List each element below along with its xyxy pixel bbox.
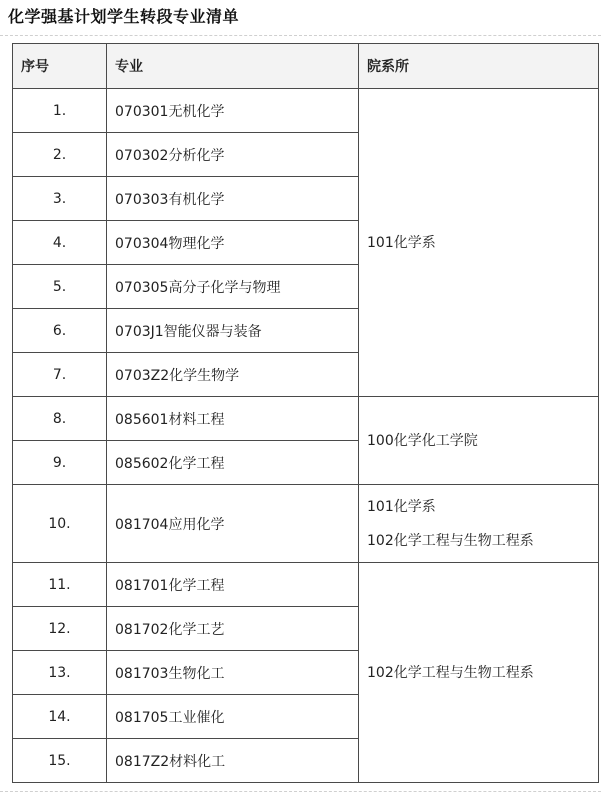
seq-cell: 4. [13,221,107,265]
bottom-divider [0,791,601,792]
major-cell: 0703J1智能仪器与装备 [107,309,359,353]
seq-cell: 12. [13,607,107,651]
seq-cell: 2. [13,133,107,177]
dept-line: 102化学工程与生物工程系 [367,532,534,549]
seq-cell: 15. [13,739,107,783]
header-dept: 院系所 [359,44,599,89]
header-seq: 序号 [13,44,107,89]
seq-cell: 14. [13,695,107,739]
table-row [13,563,599,607]
major-cell: 085601材料工程 [107,397,359,441]
major-cell: 070302分析化学 [107,133,359,177]
table-row [13,397,599,441]
major-cell: 070301无机化学 [107,89,359,133]
major-cell: 081704应用化学 [107,485,359,563]
dept-line: 100化学化工学院 [367,432,478,449]
major-cell: 081701化学工程 [107,563,359,607]
major-cell: 070304物理化学 [107,221,359,265]
major-cell: 070303有机化学 [107,177,359,221]
major-cell: 0703Z2化学生物学 [107,353,359,397]
seq-cell: 1. [13,89,107,133]
major-cell: 070305高分子化学与物理 [107,265,359,309]
seq-cell: 11. [13,563,107,607]
title-divider [0,35,601,36]
major-list-table [12,43,599,783]
major-cell: 085602化学工程 [107,441,359,485]
dept-line: 101化学系 [367,498,436,515]
dept-cell [359,563,599,783]
seq-cell: 10. [13,485,107,563]
dept-line: 102化学工程与生物工程系 [367,664,534,681]
dept-cell [359,485,599,563]
table-header-row [13,44,599,89]
seq-cell: 6. [13,309,107,353]
major-cell: 081703生物化工 [107,651,359,695]
seq-cell: 5. [13,265,107,309]
seq-cell: 8. [13,397,107,441]
seq-cell: 3. [13,177,107,221]
major-cell: 0817Z2材料化工 [107,739,359,783]
dept-line: 101化学系 [367,234,436,251]
major-cell: 081705工业催化 [107,695,359,739]
header-major: 专业 [107,44,359,89]
major-cell: 081702化学工艺 [107,607,359,651]
page-title: 化学强基计划学生转段专业清单 [8,7,240,26]
seq-cell: 13. [13,651,107,695]
seq-cell: 9. [13,441,107,485]
dept-cell [359,89,599,397]
seq-cell: 7. [13,353,107,397]
table-row [13,89,599,133]
table-row [13,485,599,563]
dept-cell [359,397,599,485]
